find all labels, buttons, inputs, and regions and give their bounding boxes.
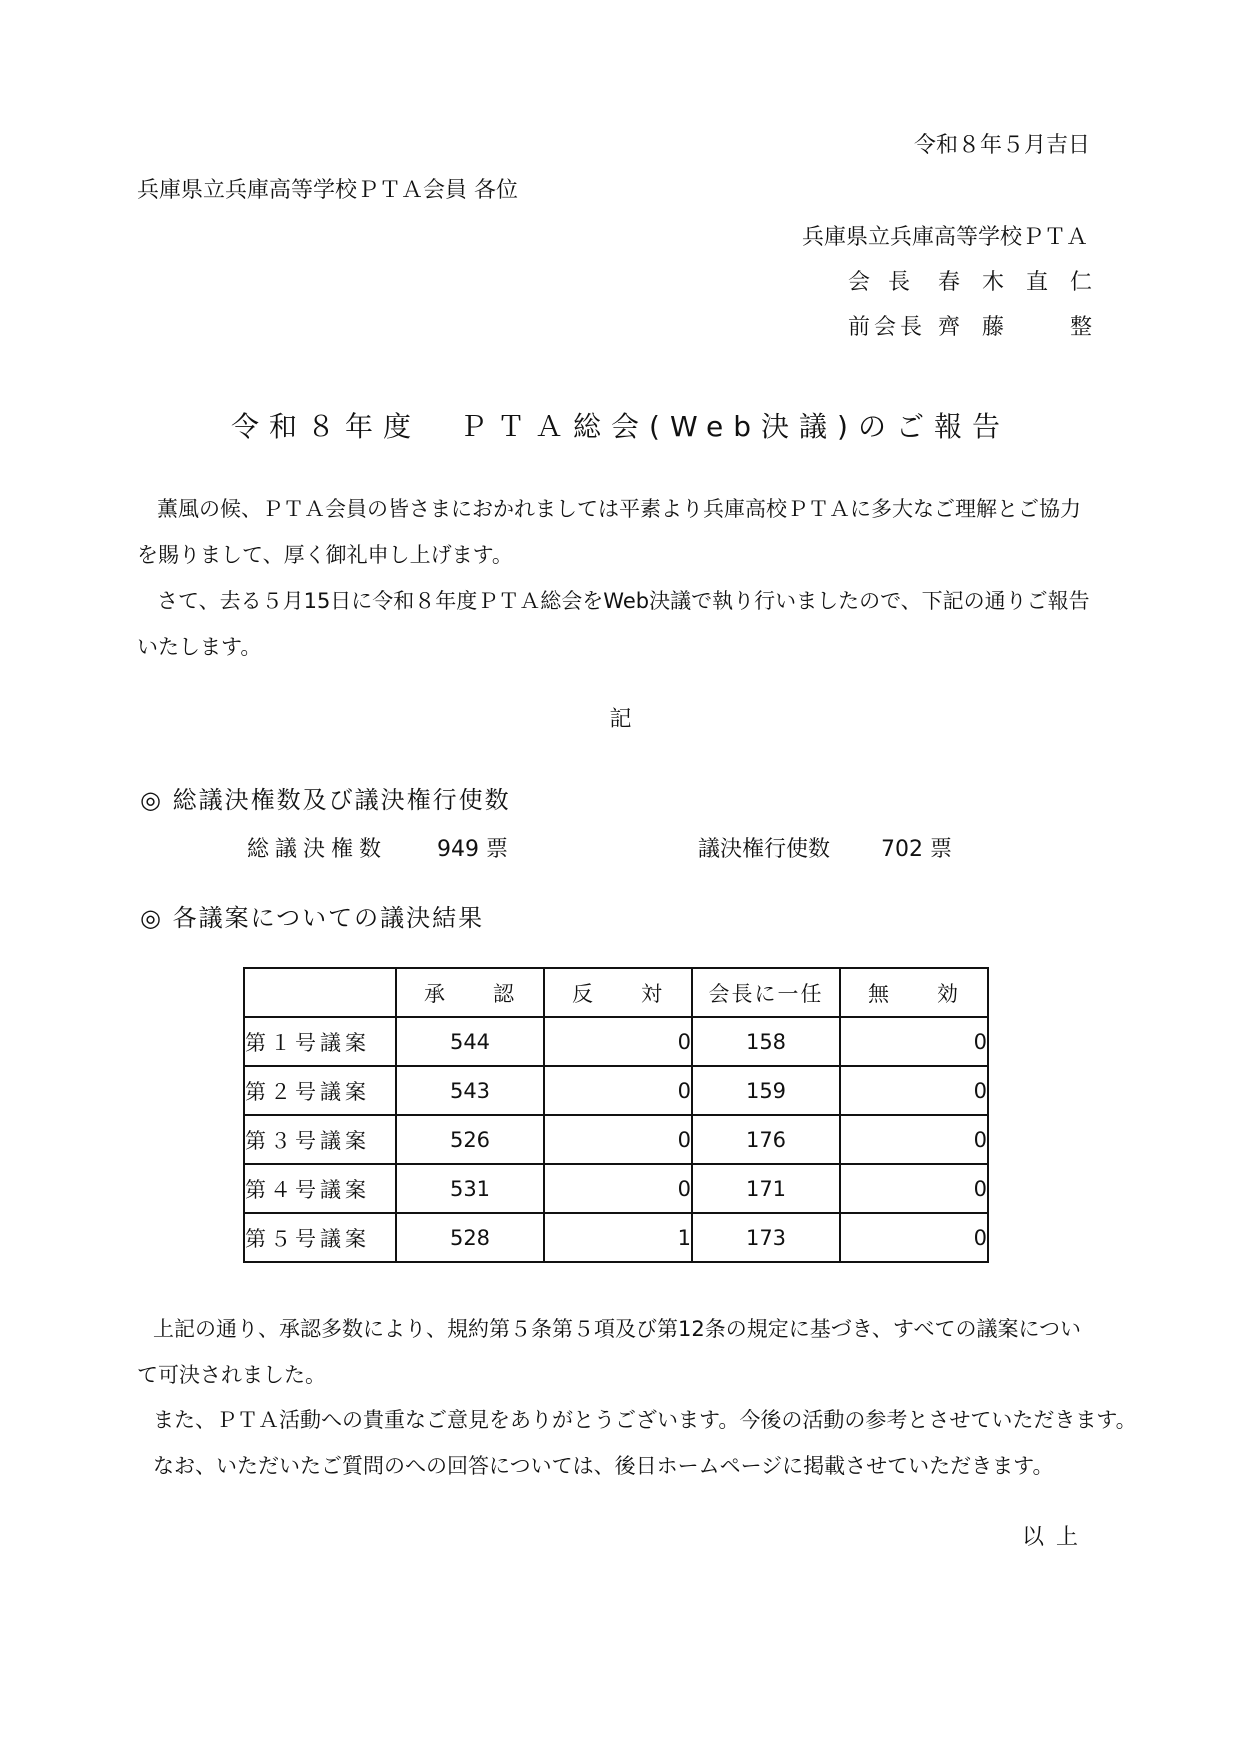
row-label: 第１号議案 (244, 1017, 396, 1066)
used-votes-label: 議決権行使数 (698, 837, 831, 862)
delegate-count: 176 (692, 1115, 840, 1164)
oppose-count: 0 (544, 1164, 692, 1213)
intro-paragraph-1: 薫風の候、ＰＴＡ会員の皆さまにおかれましては平素より兵庫高校ＰＴＡに多大なご理解とご協力を賜りまして、厚く御礼申し上げます。 (137, 497, 1081, 567)
row-label: 第５号議案 (244, 1213, 396, 1262)
chair-name: 春木直仁 (938, 270, 1115, 295)
table-header-row (244, 968, 988, 1017)
approve-count: 531 (396, 1164, 544, 1213)
closing-mark: 以上 (1021, 1525, 1090, 1550)
sender-organization: 兵庫県立兵庫高等学校ＰＴＡ (801, 225, 1088, 250)
header-invalid: 無 効 (840, 968, 988, 1017)
total-votes-value: 949 票 (437, 837, 508, 862)
invalid-count: 0 (840, 1115, 988, 1164)
ki-marker: 記 (609, 707, 632, 732)
header-approve: 承 認 (396, 968, 544, 1017)
page-title: 令和８年度 ＰＴＡ総会(Web決議)のご報告 (231, 410, 1010, 443)
former-chair-role: 前会長 (848, 315, 927, 340)
document-date: 令和８年５月吉日 (913, 133, 1090, 158)
header-oppose: 反 対 (544, 968, 692, 1017)
table-row (244, 1115, 988, 1164)
delegate-count: 173 (692, 1213, 840, 1262)
invalid-count: 0 (840, 1213, 988, 1262)
sender-former-chair (848, 310, 1115, 341)
oppose-count: 0 (544, 1115, 692, 1164)
intro-paragraph-2: さて、去る５月15日に令和８年度ＰＴＡ総会をWeb決議で執り行いましたので、下記の通りご報告いたします。 (137, 589, 1090, 659)
invalid-count: 0 (840, 1017, 988, 1066)
approve-count: 544 (396, 1017, 544, 1066)
result-paragraph: 上記の通り、承認多数により、規約第５条第５項及び第12条の規定に基づき、すべての議案について可決されました。 (137, 1317, 1082, 1387)
sender-chair (848, 265, 1115, 296)
total-votes-label: 総議決権数 (247, 837, 388, 862)
table-row (244, 1066, 988, 1115)
delegate-count: 159 (692, 1066, 840, 1115)
approve-count: 528 (396, 1213, 544, 1262)
chair-role: 会長 (848, 270, 929, 295)
table-row (244, 1213, 988, 1262)
row-label: 第３号議案 (244, 1115, 396, 1164)
approve-count: 526 (396, 1115, 544, 1164)
header-blank (244, 968, 396, 1017)
table-row (244, 1017, 988, 1066)
faq-paragraph: なお、いただいたご質問のへの回答については、後日ホームページに掲載させていただきます。 (153, 1454, 1054, 1478)
section-heading-results: ◎ 各議案についての議決結果 (140, 904, 485, 932)
addressee: 兵庫県立兵庫高等学校ＰＴＡ会員 各位 (137, 178, 518, 203)
oppose-count: 1 (544, 1213, 692, 1262)
invalid-count: 0 (840, 1164, 988, 1213)
table-row (244, 1164, 988, 1213)
approve-count: 543 (396, 1066, 544, 1115)
invalid-count: 0 (840, 1066, 988, 1115)
results-table (243, 967, 989, 1263)
header-delegate: 会長に一任 (692, 968, 840, 1017)
delegate-count: 171 (692, 1164, 840, 1213)
oppose-count: 0 (544, 1017, 692, 1066)
former-chair-name: 齊藤 整 (938, 315, 1115, 340)
oppose-count: 0 (544, 1066, 692, 1115)
used-votes-value: 702 票 (881, 837, 952, 862)
row-label: 第２号議案 (244, 1066, 396, 1115)
thanks-paragraph: また、ＰＴＡ活動への貴重なご意見をありがとうございます。今後の活動の参考とさせていただきます。 (153, 1408, 1137, 1432)
delegate-count: 158 (692, 1017, 840, 1066)
row-label: 第４号議案 (244, 1164, 396, 1213)
section-heading-votes: ◎ 総議決権数及び議決権行使数 (140, 786, 511, 814)
